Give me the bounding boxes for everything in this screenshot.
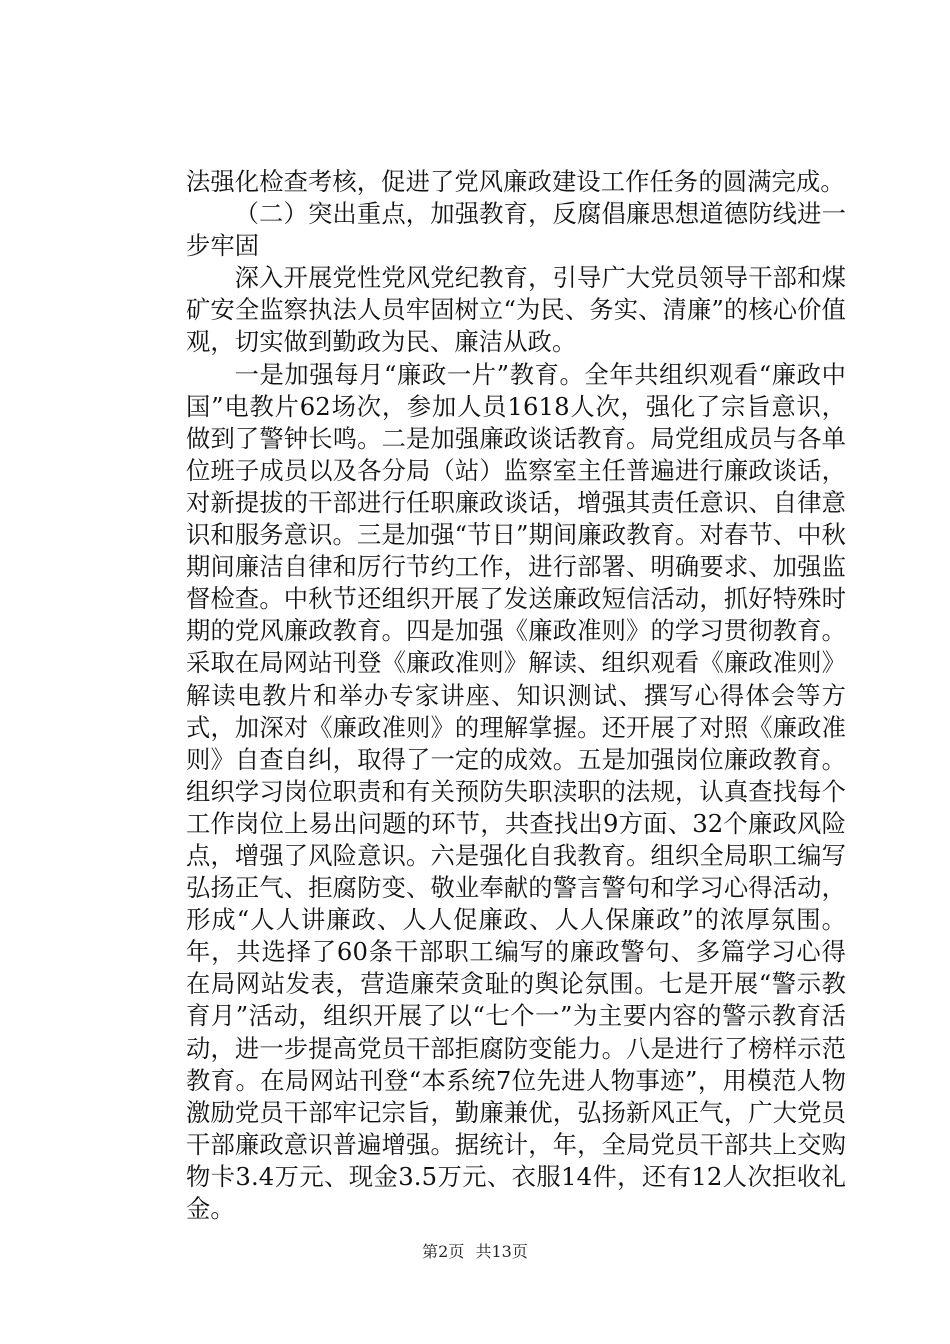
section-heading: （二）突出重点，加强教育，反腐倡廉思想道德防线进一步牢固 xyxy=(186,199,846,261)
page-total: 共13页 xyxy=(475,1242,528,1261)
paragraph-detail: 一是加强每月“廉政一片”教育。全年共组织观看“廉政中国”电教片62场次，参加人员1618人次，强化了宗旨意识，做到了警钟长鸣。二是加强廉政谈话教育。局党组成员与各单位班子成员以及各分局（站）监察室主任普遍进行廉政谈话，对新提拔的干部进行任职廉政谈话，增强其责任意识、自律意识和服务意识。三是加强“节日”期间廉政教育。对春节、中秋期间廉洁自律和厉行节约工作，进行部署、明确要求、加强监督检查。中秋节还组织开展了发送廉政短信活动，抓好特殊时期的党风廉政教育。四是加强《廉政准则》的学习贯彻教育。采取在局网站刊登《廉政准则》解读、组织观看《廉政准则》解读电教片和举办专家讲座、知识测试、撰写心得体会等方式，加深对《廉政准则》的理解掌握。还开展了对照《廉政准则》自查自纠，取得了一定的成效。五是加强岗位廉政教育。组织学习岗位职责和有关预防失职渎职的法规，认真查找每个工作岗位上易出问题的环节，共查找出9方面、32个廉政风险点，增强了风险意识。六是强化自我教育。组织全局职工编写弘扬正气、拒腐防变、敬业奉献的警言警句和学习心得活动，形成“人人讲廉政、人人促廉政、人人保廉政”的浓厚氛围。年，共选择了60条干部职工编写的廉政警句、多篇学习心得在局网站发表，营造廉荣贪耻的舆论氛围。七是开展“警示教育月”活动，组织开展了以“七个一”为主要内容的警示教育活动，进一步提高党员干部拒腐防变能力。八是进行了榜样示范教育。在局网站刊登“本系统7位先进人物事迹”，用模范人物激励党员干部牢记宗旨，勤廉兼优，弘扬新风正气，广大党员干部廉政意识普遍增强。据统计，年，全局党员干部共上交购物卡3.4万元、现金3.5万元、衣服14件，还有12人次拒收礼金。 xyxy=(186,359,846,1223)
page-number: 第2页 xyxy=(422,1242,465,1261)
page-footer xyxy=(0,1242,950,1262)
paragraph-intro: 深入开展党性党风党纪教育，引导广大党员领导干部和煤矿安全监察执法人员牢固树立“为民、务实、清廉”的核心价值观，切实做到勤政为民、廉洁从政。 xyxy=(186,263,846,357)
document-body xyxy=(186,166,846,1225)
paragraph-continuation: 法强化检查考核，促进了党风廉政建设工作任务的圆满完成。 xyxy=(186,167,845,196)
